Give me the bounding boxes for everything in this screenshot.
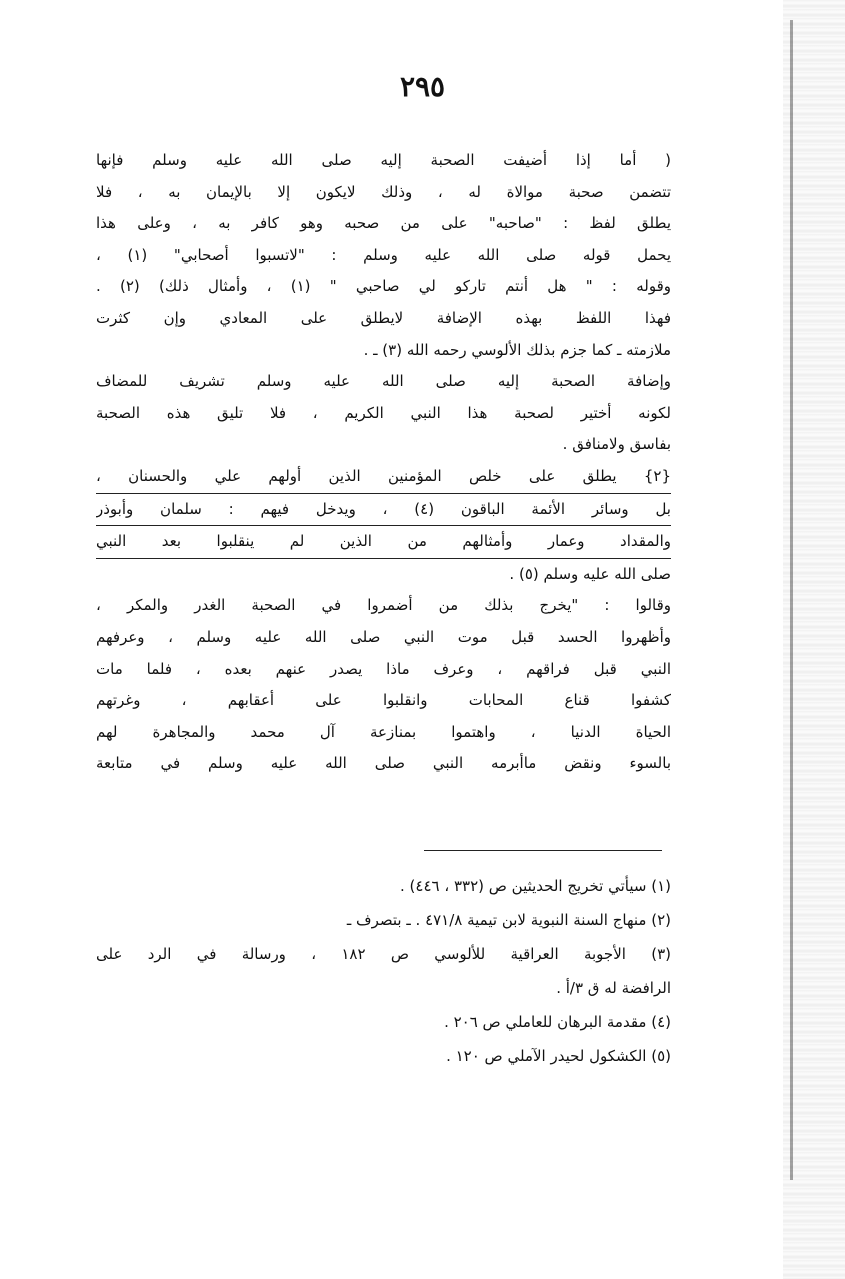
footnote-separator	[424, 850, 662, 851]
body-line: فهذا اللفظ بهذه الإضافة لايطلق على المعادي وإن كثرت	[96, 308, 671, 327]
body-line: صلى الله عليه وسلم (٥) .	[509, 564, 671, 583]
main-text	[96, 145, 671, 780]
body-line: ملازمته ـ كما جزم بذلك الألوسي رحمه الله (٣) ـ .	[363, 340, 671, 359]
body-line-underlined: والمقداد وعمار وأمثالهم من الذين لم ينقلبوا بعد النبي	[96, 526, 671, 559]
footnote-line: (٣) الأجوبة العراقية للألوسي ص ١٨٢ ، ورسالة في الرد على	[96, 945, 671, 963]
body-line: تتضمن صحبة موالاة له ، وذلك لايكون إلا بالإيمان به ، فلا	[96, 182, 671, 201]
body-line: كشفوا قناع المحابات وانقلبوا على أعقابهم ، وغرتهم	[96, 691, 671, 710]
body-line: وقوله : " هل أنتم تاركو لي صاحبي " (١) ، وأمثال ذلك) (٢) .	[96, 277, 671, 296]
body-line-underlined: بل وسائر الأئمة الباقون (٤) ، ويدخل فيهم : سلمان وأبوذر	[96, 494, 671, 527]
page-number: ٢٩٥	[399, 70, 446, 103]
body-line: يحمل قوله صلى الله عليه وسلم : "لاتسبوا أصحابي" (١) ،	[96, 245, 671, 264]
body-line: وإضافة الصحبة إليه صلى الله عليه وسلم تشريف للمضاف	[96, 372, 671, 391]
body-line-underlined: {٢} يطلق على خلص المؤمنين الذين أولهم علي والحسنان ،	[96, 461, 671, 494]
body-line: ( أما إذا أضيفت الصحبة إليه صلى الله عليه وسلم فإنها	[96, 151, 671, 169]
footnote-line: (١) سيأتي تخريج الحديثين ص (٣٣٢ ، ٤٤٦) .	[400, 877, 671, 895]
body-line: بالسوء ونقض ماأبرمه النبي صلى الله عليه وسلم في متابعة	[96, 754, 671, 773]
scan-edge-line	[790, 20, 793, 1180]
footnotes	[96, 869, 671, 1073]
body-line: النبي قبل فراقهم ، وعرف ماذا يصدر عنهم بعده ، فلما مات	[96, 659, 671, 678]
body-line: يطلق لفظ : "صاحبه" على من صحبه وهو كافر به ، وعلى هذا	[96, 214, 671, 233]
body-line: بفاسق ولامنافق .	[562, 435, 671, 454]
footnote-line: (٤) مقدمة البرهان للعاملي ص ٢٠٦ .	[444, 1013, 671, 1031]
body-line: الحياة الدنيا ، واهتموا بمنازعة آل محمد والمجاهرة لهم	[96, 722, 671, 741]
footnote-line: (٢) منهاج السنة النبوية لابن تيمية ٤٧١/٨ . ـ بتصرف ـ	[346, 911, 671, 929]
body-line: وأظهروا الحسد قبل موت النبي صلى الله عليه وسلم ، وعرفهم	[96, 627, 671, 646]
footnote-line: (٥) الكشكول لحيدر الآملي ص ١٢٠ .	[446, 1047, 671, 1065]
footnote-line: الرافضة له ق ٣/أ .	[556, 979, 671, 997]
body-line: وقالوا : "يخرج بذلك من أضمروا في الصحبة الغدر والمكر ،	[96, 596, 671, 615]
body-line: لكونه أختير لصحبة هذا النبي الكريم ، فلا تليق هذه الصحبة	[96, 403, 671, 422]
